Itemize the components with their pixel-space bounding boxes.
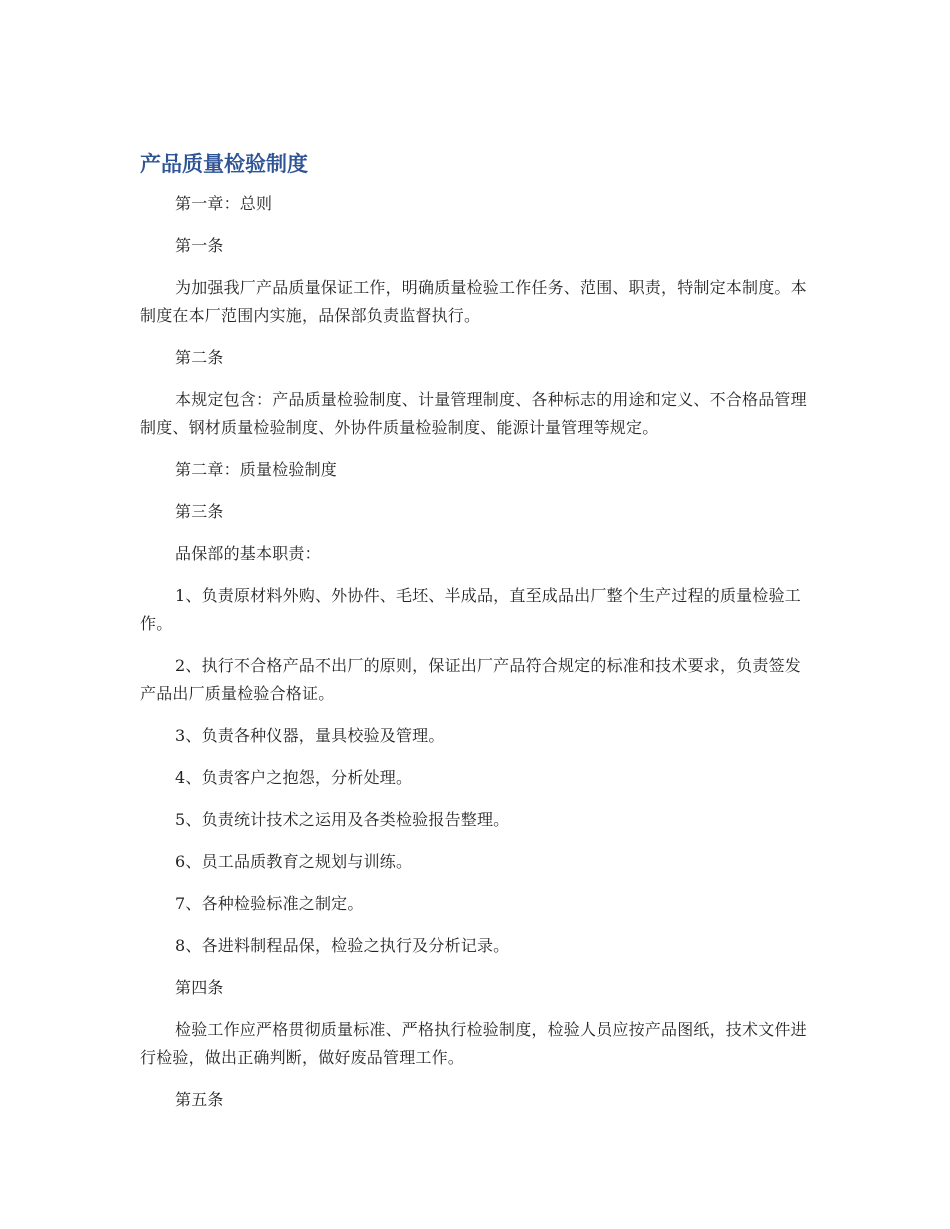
document-page: [140, 148, 810, 1128]
body-paragraph: 检验工作应严格贯彻质量标准、严格执行检验制度，检验人员应按产品图纸，技术文件进行检验，做出正确判断，做好废品管理工作。: [140, 1020, 807, 1067]
list-item: 5、负责统计技术之运用及各类检验报告整理。: [175, 810, 510, 829]
list-item: 1、负责原材料外购、外协件、毛坯、半成品，直至成品出厂整个生产过程的质量检验工作。: [140, 586, 801, 633]
list-item: 8、各进料制程品保，检验之执行及分析记录。: [175, 936, 510, 955]
list-item: 2、执行不合格产品不出厂的原则，保证出厂产品符合规定的标准和技术要求，负责签发产品出厂质量检验合格证。: [140, 656, 801, 703]
chapter-heading: 第二章：质量检验制度: [175, 460, 338, 479]
article-heading: 第四条: [175, 978, 224, 997]
body-paragraph: 品保部的基本职责：: [175, 544, 321, 563]
list-item: 3、负责各种仪器，量具校验及管理。: [175, 726, 445, 745]
document-title: 产品质量检验制度: [140, 152, 308, 176]
body-paragraph: 为加强我厂产品质量保证工作，明确质量检验工作任务、范围、职责，特制定本制度。本制度在本厂范围内实施，品保部负责监督执行。: [140, 278, 807, 325]
list-item: 7、各种检验标准之制定。: [175, 894, 364, 913]
article-heading: 第三条: [175, 502, 224, 521]
article-heading: 第二条: [175, 348, 224, 367]
article-heading: 第五条: [175, 1090, 224, 1109]
chapter-heading: 第一章：总则: [175, 194, 273, 213]
list-item: 6、员工品质教育之规划与训练。: [175, 852, 413, 871]
article-heading: 第一条: [175, 236, 224, 255]
list-item: 4、负责客户之抱怨，分析处理。: [175, 768, 413, 787]
body-paragraph: 本规定包含：产品质量检验制度、计量管理制度、各种标志的用途和定义、不合格品管理制度、钢材质量检验制度、外协件质量检验制度、能源计量管理等规定。: [140, 390, 807, 437]
